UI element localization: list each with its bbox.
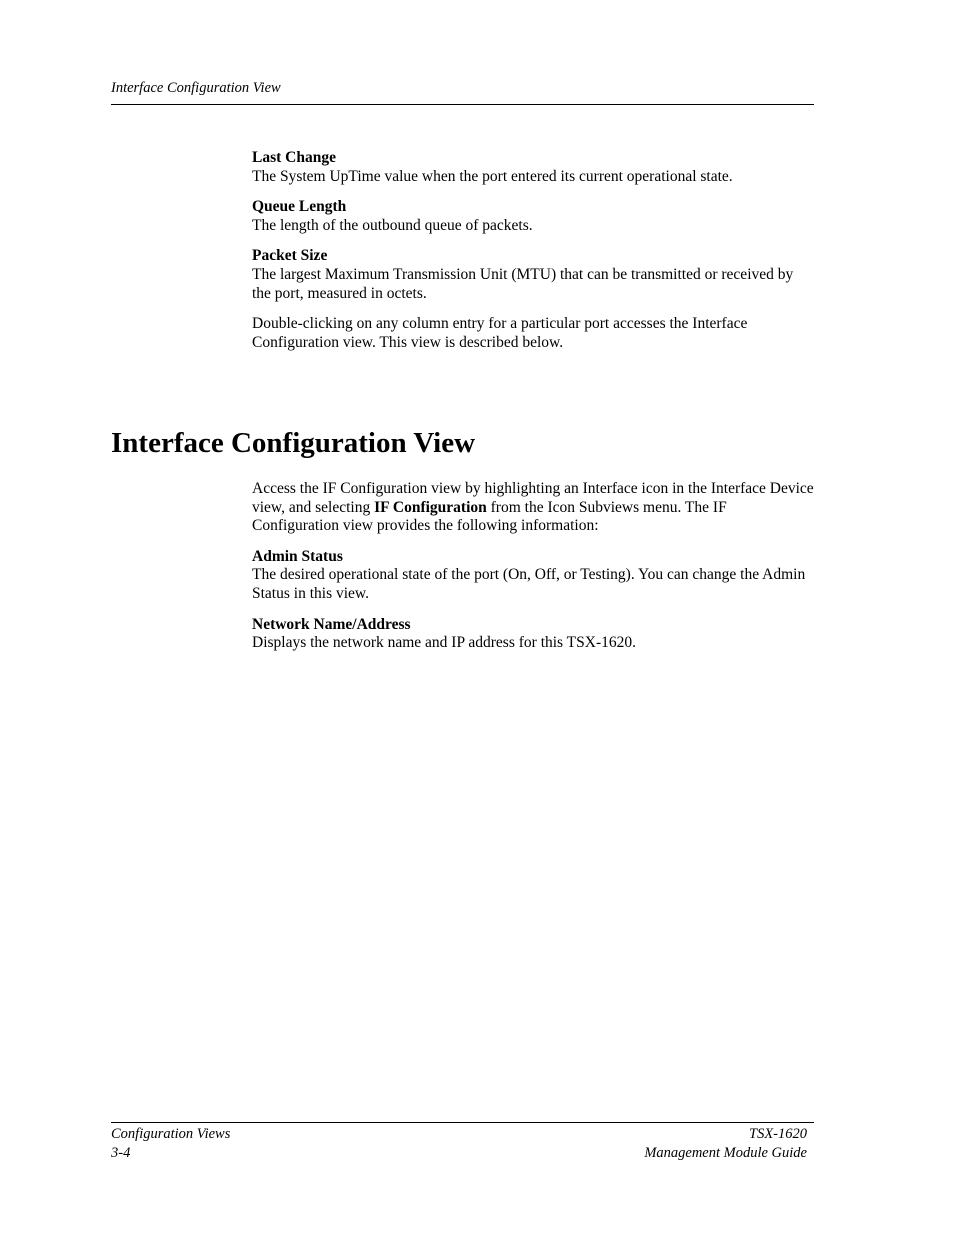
definition-term: Admin Status	[252, 547, 343, 565]
footer-right	[644, 1125, 807, 1163]
intro-bold-term: IF Configuration	[374, 498, 487, 516]
footer-rule	[111, 1122, 814, 1123]
footer-chapter-title: Configuration Views	[111, 1126, 231, 1142]
section-heading: Interface Configuration View	[111, 427, 476, 459]
definition-network-name-address	[252, 616, 814, 653]
definition-queue-length	[252, 198, 814, 235]
footer-page-number: 3-4	[111, 1145, 131, 1161]
definition-description: The largest Maximum Transmission Unit (MTU) that can be transmitted or received by the port, measured in octets.	[252, 265, 794, 302]
double-click-paragraph: Double-clicking on any column entry for a particular port accesses the Interface Configuration view. This view is described below.	[252, 315, 748, 351]
definition-admin-status	[252, 548, 814, 604]
footer-left	[111, 1125, 230, 1163]
header-rule	[111, 104, 814, 105]
footer-guide-title: Management Module Guide	[644, 1145, 807, 1161]
definition-term: Network Name/Address	[252, 615, 411, 633]
intro-text-end: from the Icon Subviews menu. The IF Configuration view provides the following information:	[252, 498, 727, 535]
definition-last-change	[252, 149, 814, 186]
definition-description: The desired operational state of the port (On, Off, or Testing). You can change the Admin Status in this view.	[252, 566, 806, 602]
section-body	[252, 480, 814, 665]
upper-definition-list	[252, 149, 814, 364]
definition-description: The length of the outbound queue of packets.	[252, 216, 533, 234]
definition-term: Last Change	[252, 149, 336, 166]
definition-packet-size	[252, 247, 814, 303]
intro-text-start: Access the IF Configuration view by highlighting an Interface icon in the Interface Device view, and selecting	[252, 480, 814, 516]
section-intro-paragraph	[252, 480, 814, 536]
definition-term: Packet Size	[252, 247, 328, 265]
running-header-title: Interface Configuration View	[111, 80, 281, 96]
definition-description: The System UpTime value when the port entered its current operational state.	[252, 167, 733, 185]
footer-product-name: TSX-1620	[749, 1126, 807, 1142]
definition-description: Displays the network name and IP address for this TSX-1620.	[252, 634, 636, 652]
definition-term: Queue Length	[252, 198, 347, 216]
